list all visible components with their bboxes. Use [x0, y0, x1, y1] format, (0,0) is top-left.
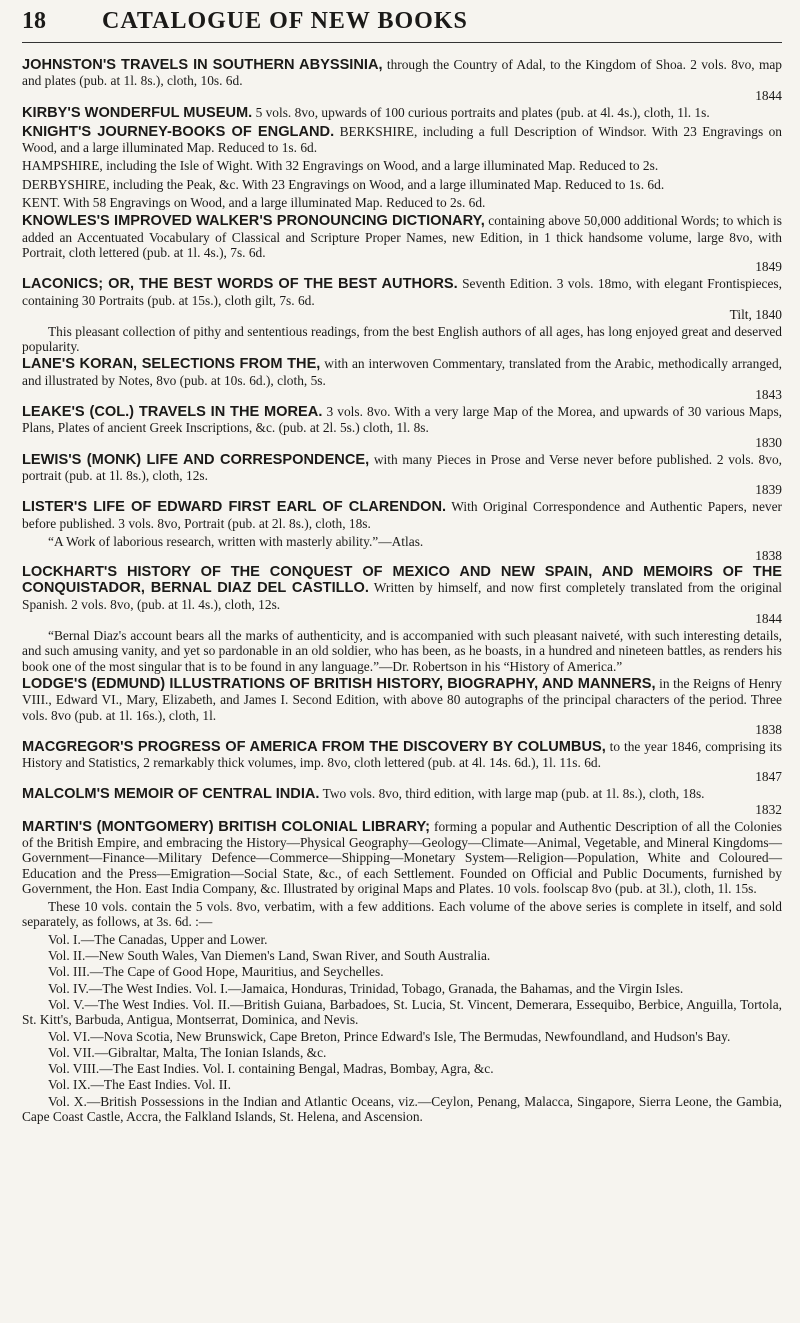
volume-item: Vol. I.—The Canadas, Upper and Lower.: [48, 931, 268, 947]
catalogue-entry: [22, 57, 782, 102]
entry-year: 1830: [755, 434, 782, 450]
catalogue-entry: [22, 158, 782, 173]
entry-year: 1839: [755, 482, 782, 498]
entry-heading: LEWIS'S (MONK) LIFE AND CORRESPONDENCE,: [22, 451, 370, 468]
catalogue-entry: [22, 404, 782, 449]
volume-item: Vol. X.—British Possessions in the Indian and Atlantic Oceans, viz.—Ceylon, Penang, Malacca, Singapore, Sierra Leone, the Gambia, Cape Coast Castle, Accra, the Falkland Islands, St. Helena, and Ascension.: [22, 1093, 782, 1125]
volume-item: Vol. VIII.—The East Indies. Vol. I. containing Bengal, Madras, Bombay, Agra, &c.: [48, 1061, 494, 1077]
entry-heading: MACGREGOR'S PROGRESS OF AMERICA FROM THE DISCOVERY BY COLUMBUS,: [22, 738, 606, 755]
catalogue-entry: [22, 195, 782, 210]
entry-year: Tilt, 1840: [729, 306, 782, 322]
catalogue-entry: [22, 124, 782, 156]
entry-body: 3 vols. 8vo. With a very large Map of the Morea, and upwards of 30 various Maps, Plans, Plates of ancient Greek Inscriptions, &c. (pub. at 2l. 5s.) cloth, 1l. 8s.: [22, 404, 782, 436]
volume-item: Vol. VI.—Nova Scotia, New Brunswick, Cape Breton, Prince Edward's Isle, The Bermudas, Newfoundland, and Hudson's Bay.: [48, 1028, 731, 1044]
catalogue-entry: [22, 499, 782, 531]
entry-heading: KNIGHT'S JOURNEY-BOOKS OF ENGLAND.: [22, 123, 335, 140]
entry-body: These 10 vols. contain the 5 vols. 8vo, verbatim, with a few additions. Each volume of the above series is complete in itself, and sold separately, as follows, at 3s. 6d. :—: [22, 899, 782, 930]
entry-heading: LEAKE'S (COL.) TRAVELS IN THE MOREA.: [22, 404, 323, 421]
entry-note: [22, 628, 782, 674]
entry-year: 1838: [755, 548, 782, 564]
volume-item: Vol. III.—The Cape of Good Hope, Mauritius, and Seychelles.: [48, 964, 384, 980]
catalogue-entry: [22, 105, 782, 121]
volume-item: Vol. II.—New South Wales, Van Diemen's Land, Swan River, and South Australia.: [48, 948, 491, 964]
entry-body: with many Pieces in Prose and Verse never before published. 2 vols. 8vo, portrait (pub. at 1l. 8s.), cloth, 12s.: [22, 451, 782, 483]
catalogue-entry: [22, 786, 782, 815]
entry-note: [22, 534, 782, 562]
entry-heading: KNOWLES'S IMPROVED WALKER'S PRONOUNCING DICTIONARY,: [22, 213, 485, 230]
entry-heading: LACONICS; OR, THE BEST WORDS OF THE BEST AUTHORS.: [22, 276, 458, 293]
entry-year: 1847: [755, 769, 782, 785]
entry-body: with an interwoven Commentary, translated from the Arabic, methodically arranged, and illustrated by Notes, 8vo (pub. at 10s. 6d.), cloth, 5s.: [22, 356, 783, 388]
entry-body: DERBYSHIRE, including the Peak, &c. With 23 Engravings on Wood, and a large illuminated Map. Reduced to 1s. 6d.: [22, 176, 665, 192]
volume-item: Vol. IX.—The East Indies. Vol. II.: [48, 1077, 231, 1093]
volume-list: [22, 932, 782, 1125]
page-number: 18: [22, 8, 46, 34]
running-title: CATALOGUE OF NEW BOOKS: [102, 8, 468, 34]
volume-item: Vol. V.—The West Indies. Vol. II.—British Guiana, Barbadoes, St. Lucia, St. Vincent, Demerara, Essequibo, Berbice, Anguilla, Tortola, St. Kitt's, Barbuda, Antigua, Montserrat, Dominica, and Nevis.: [22, 996, 782, 1028]
entry-body: “A Work of laborious research, written with masterly ability.”—Atlas.: [48, 533, 424, 549]
entry-body: KENT. With 58 Engravings on Wood, and a large illuminated Map. Reduced to 2s. 6d.: [22, 195, 486, 211]
catalogue-entry: [22, 564, 782, 625]
entry-note: [22, 899, 782, 930]
catalogue-entry: [22, 676, 782, 736]
entry-body: This pleasant collection of pithy and sententious readings, from the best English authors of all ages, has long enjoyed great and deserved popularity.: [22, 323, 782, 355]
entry-year: 1843: [755, 387, 782, 403]
entry-year: 1832: [755, 801, 782, 817]
entry-body: through the Country of Adal, to the Kingdom of Shoa. 2 vols. 8vo, map and plates (pub. at 1l. 8s.), cloth, 10s. 6d.: [22, 57, 782, 89]
catalogue-entry: [22, 819, 782, 896]
entry-heading: KIRBY'S WONDERFUL MUSEUM.: [22, 104, 253, 121]
entry-heading: MALCOLM'S MEMOIR OF CENTRAL INDIA.: [22, 786, 320, 803]
entry-body: With Original Correspondence and Authentic Papers, never before published. 3 vols. 8vo, Portrait (pub. at 2l. 8s.), cloth, 18s.: [22, 499, 782, 531]
catalogue-entry: [22, 177, 782, 192]
entry-year: 1849: [755, 259, 782, 275]
entry-note: [22, 324, 782, 355]
entry-year: 1838: [755, 721, 782, 737]
entry-heading: MARTIN'S (MONTGOMERY) BRITISH COLONIAL LIBRARY;: [22, 818, 431, 835]
entry-year: 1844: [755, 87, 782, 103]
catalogue-entry: [22, 213, 782, 273]
entry-body: BERKSHIRE, including a full Description of Windsor. With 23 Engravings on Wood, and a large illuminated Map. Reduced to 1s. 6d.: [22, 123, 782, 156]
header-rule: [22, 42, 782, 43]
entry-body: HAMPSHIRE, including the Isle of Wight. With 32 Engravings on Wood, and a large illuminated Map. Reduced to 2s.: [22, 158, 659, 174]
entry-body: in the Reigns of Henry VIII., Edward VI., Mary, Elizabeth, and James I. Second Edition, with above 80 autographs of the principal characters of the period. Three vols. 8vo (pub. at 1l. 16s.), cloth, 1l.: [22, 675, 782, 723]
catalogue-entry: [22, 739, 782, 784]
entry-year: 1844: [755, 611, 782, 627]
entry-body: containing above 50,000 additional Words; to which is added an Accentuated Vocabulary of Classical and Scripture Proper Names, new Edition, in 1 thick handsome volume, large 8vo, with Portrait, cloth lettered (pub. at 1l. 4s.), 7s. 6d.: [22, 213, 782, 260]
entry-heading: LANE'S KORAN, SELECTIONS FROM THE,: [22, 356, 321, 373]
catalogue-entries: [22, 57, 782, 930]
entry-body: Written by himself, and now first completely translated from the original Spanish. 2 vols. 8vo, (pub. at 1l. 4s.), cloth, 12s.: [22, 580, 782, 612]
catalogue-entry: [22, 356, 782, 401]
entry-body: Two vols. 8vo, third edition, with large map (pub. at 1l. 8s.), cloth, 18s.: [319, 786, 705, 802]
entry-body: forming a popular and Authentic Description of all the Colonies of the British Empire, and embracing the History—Physical Geography—Geology—Climate—Animal, Vegetable, and Mineral Kingdoms—Government—Finance—Military Defence—Commerce—Shipping—Monetary System—Religion—Population, White and Coloured—Education and the Press—Emigration—Social State, &c., of each Settlement. Founded on Official and Public Documents, furnished by Government, the Hon. East India Company, &c. Illustrated by original Maps and Plates. 10 vols. foolscap 8vo (pub. at 3l.), cloth, 1l. 15s.: [22, 818, 782, 896]
catalogue-entry: [22, 276, 782, 321]
entry-heading: LOCKHART'S HISTORY OF THE CONQUEST OF MEXICO AND NEW SPAIN, AND MEMOIRS OF THE CONQUISTADOR, BERNAL DIAZ DEL CASTILLO.: [22, 564, 782, 597]
entry-body: “Bernal Diaz's account bears all the marks of authenticity, and is accompanied with such pleasant naiveté, with such interesting details, and such amusing vanity, and yet so pardonable in an old soldier, who has been, as he boasts, in a hundred and nineteen battles, as renders his book one of the most singular that is to be found in any language.”—Dr. Robertson in his “History of America.”: [22, 628, 782, 674]
volume-item: Vol. IV.—The West Indies. Vol. I.—Jamaica, Honduras, Trinidad, Tobago, Granada, the Bahamas, and the Virgin Isles.: [48, 980, 684, 996]
running-head: [22, 8, 782, 34]
entry-heading: JOHNSTON'S TRAVELS IN SOUTHERN ABYSSINIA,: [22, 57, 383, 73]
entry-body: to the year 1846, comprising its History and Statistics, 2 remarkably thick volumes, imp. 8vo, cloth lettered (pub. at 4l. 14s. 6d.), 1l. 11s. 6d.: [22, 738, 782, 771]
entry-body: Seventh Edition. 3 vols. 18mo, with elegant Frontispieces, containing 30 Portraits (pub. at 15s.), cloth gilt, 7s. 6d.: [22, 276, 782, 308]
entry-heading: LISTER'S LIFE OF EDWARD FIRST EARL OF CLARENDON.: [22, 499, 447, 516]
volume-item: Vol. VII.—Gibraltar, Malta, The Ionian Islands, &c.: [48, 1044, 327, 1060]
entry-heading: LODGE'S (EDMUND) ILLUSTRATIONS OF BRITISH HISTORY, BIOGRAPHY, AND MANNERS,: [22, 675, 656, 692]
catalogue-entry: [22, 452, 782, 497]
entry-body: 5 vols. 8vo, upwards of 100 curious portraits and plates (pub. at 4l. 4s.), cloth, 1l. 1s.: [252, 104, 710, 120]
